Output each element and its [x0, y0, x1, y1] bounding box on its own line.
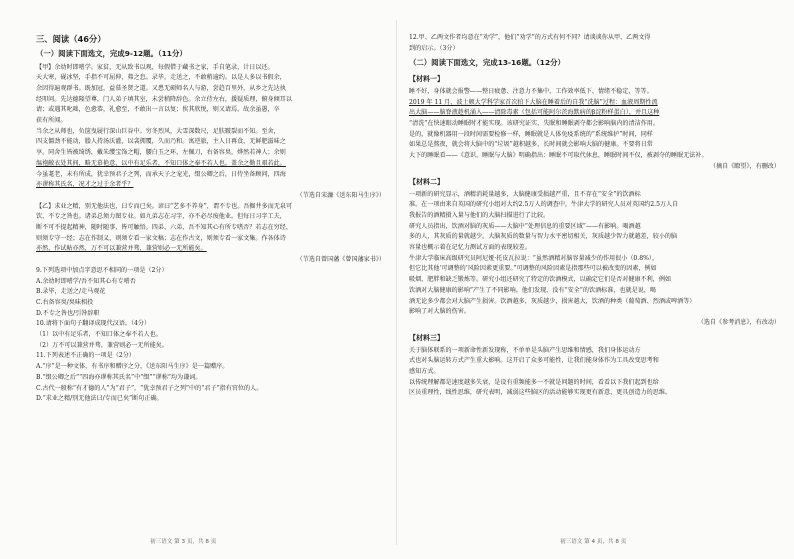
passage-a-line: 四支僵劲不能动，媵人持汤沃灌，以衾拥覆，久而乃和。寓逆旅，主人日再食，无鲜肥滋味之: [36, 138, 286, 146]
material2-line: 我报告的酒精摄入量与他们的大脑扫描进行了比较。: [409, 211, 550, 219]
material2-line: 一项新的研究显示，酒精消耗量越多，大脑健康受损越严重，且不存在“安全”的饮酒标: [409, 190, 641, 198]
passage-a-line: 今虽耄老，未有所成，犹幸预君子之列，而承天子之宠光，缀公卿之后，日侍坐备顾问，四海: [36, 170, 286, 178]
passage-a-line: 获有所闻。: [36, 117, 67, 125]
material3-line: 以传统理解都是速度越多失衰，是设有重频能多一不就是问题的时间，看看以下我们起到也给: [409, 378, 659, 386]
section-title: 三、阅读（46分）: [36, 34, 106, 44]
material3-line: 区员重理性，线性思维，研究表明，减弱这些脑区的活动能够实现更有新意，更具创造力的思维。: [409, 389, 672, 397]
material3-tag: 【材料三】: [409, 333, 444, 342]
source-2: （选自《参考消息》，有改动）: [697, 318, 780, 326]
material2: [409, 190, 780, 318]
passage-b-line-underlined: 亦然，作试帖亦然，万不可以兼营并骛，兼营则必一无所能矣。: [36, 245, 207, 253]
material1-line: 如果总是熬夜，就会将大脑中的“垃圾”越积越多，长时间就会影响大脑的健康。不要将日常: [409, 141, 653, 149]
question-12: [409, 33, 780, 54]
option-a: A.“序”是一种文体，有书序和赠序之分，《送东阳马生序》是一篇赠序。: [36, 363, 229, 371]
material3: [409, 346, 780, 400]
material1-line: “清洗”在快速眼动睡眠时才能实现。该研究证实，失眠和睡眠剥夺都会影响脑内的清洁作用。: [409, 120, 659, 128]
passage-a-line-underlined: 缊袍敝衣处其间，略无慕艳意，以中有足乐者，不知口体之奉不若人也。盖余之勤且艰若此。: [36, 159, 286, 167]
material2-line: 但它比其他‘可调整的’风险因素更重要。”可调整的风险因素是指那些可以被改变的因素，例如: [409, 265, 657, 273]
source-1: （摘自《瞭望》，有删改）: [709, 162, 780, 170]
question-10: [36, 319, 385, 351]
passage-a-line: 【甲】余幼时即嗜学。家贫，无从致书以观，每假借于藏书之家，手自笔录，计日以还。: [36, 63, 274, 71]
material1-line: 睡不好，身体就会报警——整日疲惫、注意力不集中、工作效率低下、情绪不稳定，等等。: [409, 87, 653, 95]
passage-a-line: 经叩问。先达德隆望尊，门人弟子填其室，未尝稍降辞色。余立侍左右，援疑质理，俯身倾耳以: [36, 95, 292, 103]
option-b: B.“缀公卿之后”“四海亦谬称其氏名”中“缀”“谬称”均为谦词。: [36, 373, 202, 381]
material2-line: 多的人，其灰质的量就越少。大脑灰质的数量与智力水平密切相关，灰质越少智力就越差，较小的脑: [409, 233, 678, 241]
source-a: （节选自宋濂《送东阳马生序》）: [296, 191, 385, 199]
source-b: （节选自曾国藩《曾国藩家书》）: [296, 256, 385, 264]
option-b: B.录毕，走送之/走马观花: [36, 288, 106, 296]
option-a: A.余幼时即嗜学/吾不知其心有专嗜否: [36, 277, 136, 285]
material1: [409, 87, 780, 162]
passage-a: [36, 63, 385, 191]
question-11: [36, 351, 385, 405]
material2-line: 影响了对大脑的伤害。: [409, 308, 470, 316]
right-page: [397, 0, 794, 559]
option-c: C.右备容臭/臭味相投: [36, 298, 94, 306]
passage-b-line: 断不可不提起精神，随时随事，皆可触悟。四弟、六弟，吾不知其心有所专嗜否？若志在穷经，: [36, 224, 292, 232]
material2-line: 研究人员指出，饮酒对脑的灰质——大脑中“处理信息的重要区域”——有影响。喝酒越: [409, 222, 641, 230]
question-stem: 10.请将下面句子翻译成现代汉语。（4分）: [36, 320, 151, 328]
material2-line: 牛津大学临床高级研究员阿尼娅·托皮瓦拉说：“虽然酒精对脑容量减少的作用很小（0.8%），: [409, 254, 659, 262]
question-stem-cont: 到的启示。（3分）: [409, 44, 459, 52]
passage-b: [36, 202, 385, 256]
passage-a-line: 享。同舍生皆被绮绣，戴朱缨宝饰之帽，腰白玉之环，左佩刀，右备容臭，烨然若神人；余则: [36, 149, 286, 157]
question-9: [36, 266, 385, 320]
question-stem: 12.甲、乙两文作者均意在“劝学”，他们“劝学”的方式有何不同？请谈谈你从甲、乙两文得: [409, 34, 651, 41]
material3-line: 感知方式。: [409, 368, 440, 376]
passage-a-line: 当余之从师也，负箧曳屣行深山巨谷中。穷冬烈风，大雪深数尺，足肤皲裂而不知。至舍，: [36, 127, 280, 135]
page-footer-right: 初三语文 第 4 页，共 8 页: [560, 539, 627, 545]
passage-a-line: 天大寒，砚冰坚，手指不可屈伸，弗之怠。录毕，走送之，不敢稍逾约。以是人多以书假余，: [36, 74, 286, 82]
material1-tag: 【材料一】: [409, 74, 444, 83]
part2-heading: （二）阅读下面选文，完成13-16题。（12分）: [409, 58, 565, 68]
option-d: D.不专之咎也/引咎辞职: [36, 309, 100, 317]
material2-line: 酒无论多少都会对大脑产生损害。饮酒越多，灰质越少，损害越大，饮酒的种类（葡萄酒、烈酒或啤酒等）: [409, 297, 696, 305]
material2-tag: 【材料二】: [409, 177, 444, 186]
passage-a-line: 请；或遇其叱咄，色愈恭，礼愈至，不敢出一言以复；俟其欣悦，则又请焉。故余虽愚，卒: [36, 106, 280, 114]
material3-line: 关于脑体联系的一项新命性新发现称，不单单是头脑产生思维和情感，我们身体运动方: [409, 346, 641, 354]
page-footer-left: 初三语文 第 3 页，共 8 页: [150, 539, 217, 545]
translate-item-1: （1）以中有足乐者，不知口体之奉不若人也。: [36, 331, 162, 339]
passage-b-line: 饮，不专之咎也。诸弟总须力图专业。如九弟志在习字，亦不必尽废他业。但每日习字工夫，: [36, 213, 286, 221]
material1-line-underlined: 2019 年 11 月，波士顿大学科学家首次拍下大脑在睡着后的自我“洗脑”过程：血液周期性流: [409, 98, 658, 106]
option-d: D.“求业之精/别无他法曰/专而已矣”断句正确。: [36, 395, 163, 403]
material1-line: 大下的睡眠看——《意识、睡眠与大脑》明确指出：睡眠不可取代休息，睡眠时间不仅，被剥夺的睡眠无法补。: [409, 152, 708, 160]
passage-a-line: 余因得遍观群书。既加冠，益慕圣贤之道。又患无硕师名人与游，尝趋百里外，从乡之先达执: [36, 84, 286, 92]
passage-a-line-underlined: 亦谬称其氏名，况才之过于余者乎？: [36, 181, 134, 189]
material2-line: 容量也概示着在记忆力测试方面的表现较差。: [409, 244, 531, 252]
question-stem: 11.下列表述不正确的一项是（2分）: [36, 352, 135, 360]
material3-line: 式也对头脑运转方式产生重大影响。这开启了众多可能性，让我们能身体作为工具改变思考和: [409, 357, 659, 365]
part1-heading: （一）阅读下面选文，完成9-12题。（11分）: [36, 49, 187, 58]
material2-line: 饮酒对大脑健康的影响”产生了不同影响。他们发现，没有“安全”的饮酒标准，也就是说，喝: [409, 286, 657, 294]
passage-b-line: 则须专守一经；志在作制义，则须专看一家文稿；志在作古文，则须专看一家文集。作各体诗: [36, 234, 286, 242]
question-stem: 9.下列选项中加点字意思不相同的一项是（2分）: [36, 266, 168, 274]
translate-item-2: （2）万不可以兼营并骛，兼营则必一无所能矣。: [36, 341, 168, 349]
option-c: C.古代一般称“有才德的人”为“君子”，“犹幸预君子之列”中的“君子”指有官位的人。: [36, 384, 263, 392]
material2-line: 吸烟、肥胖和缺乏锻炼等。研究小组还研究了特定的饮酒模式，以确定它们是否对健康不利，例如: [409, 276, 672, 284]
material1-line-underlined: 出大脑——脑脊液趁机涌入——清除毒素（包括可能阿尔茨海默病的β淀粉样蛋白），并且这种: [409, 109, 660, 117]
passage-b-line: 【乙】求业之精，别无他法也，曰专而已矣。谚曰“艺多不养身”，谓不专也。吾掘井多而无泉可: [36, 202, 293, 210]
material2-line: 准。在一项由来自英国的研究小组对大约2.5万人的调查中，牛津大学的研究人员对英国约2.5万人自: [409, 201, 679, 209]
material1-line: 是的，就像机器用一段时间需要检修一样，睡眠就是人体免疫系统的“系统维护”时间，同样: [409, 130, 653, 138]
